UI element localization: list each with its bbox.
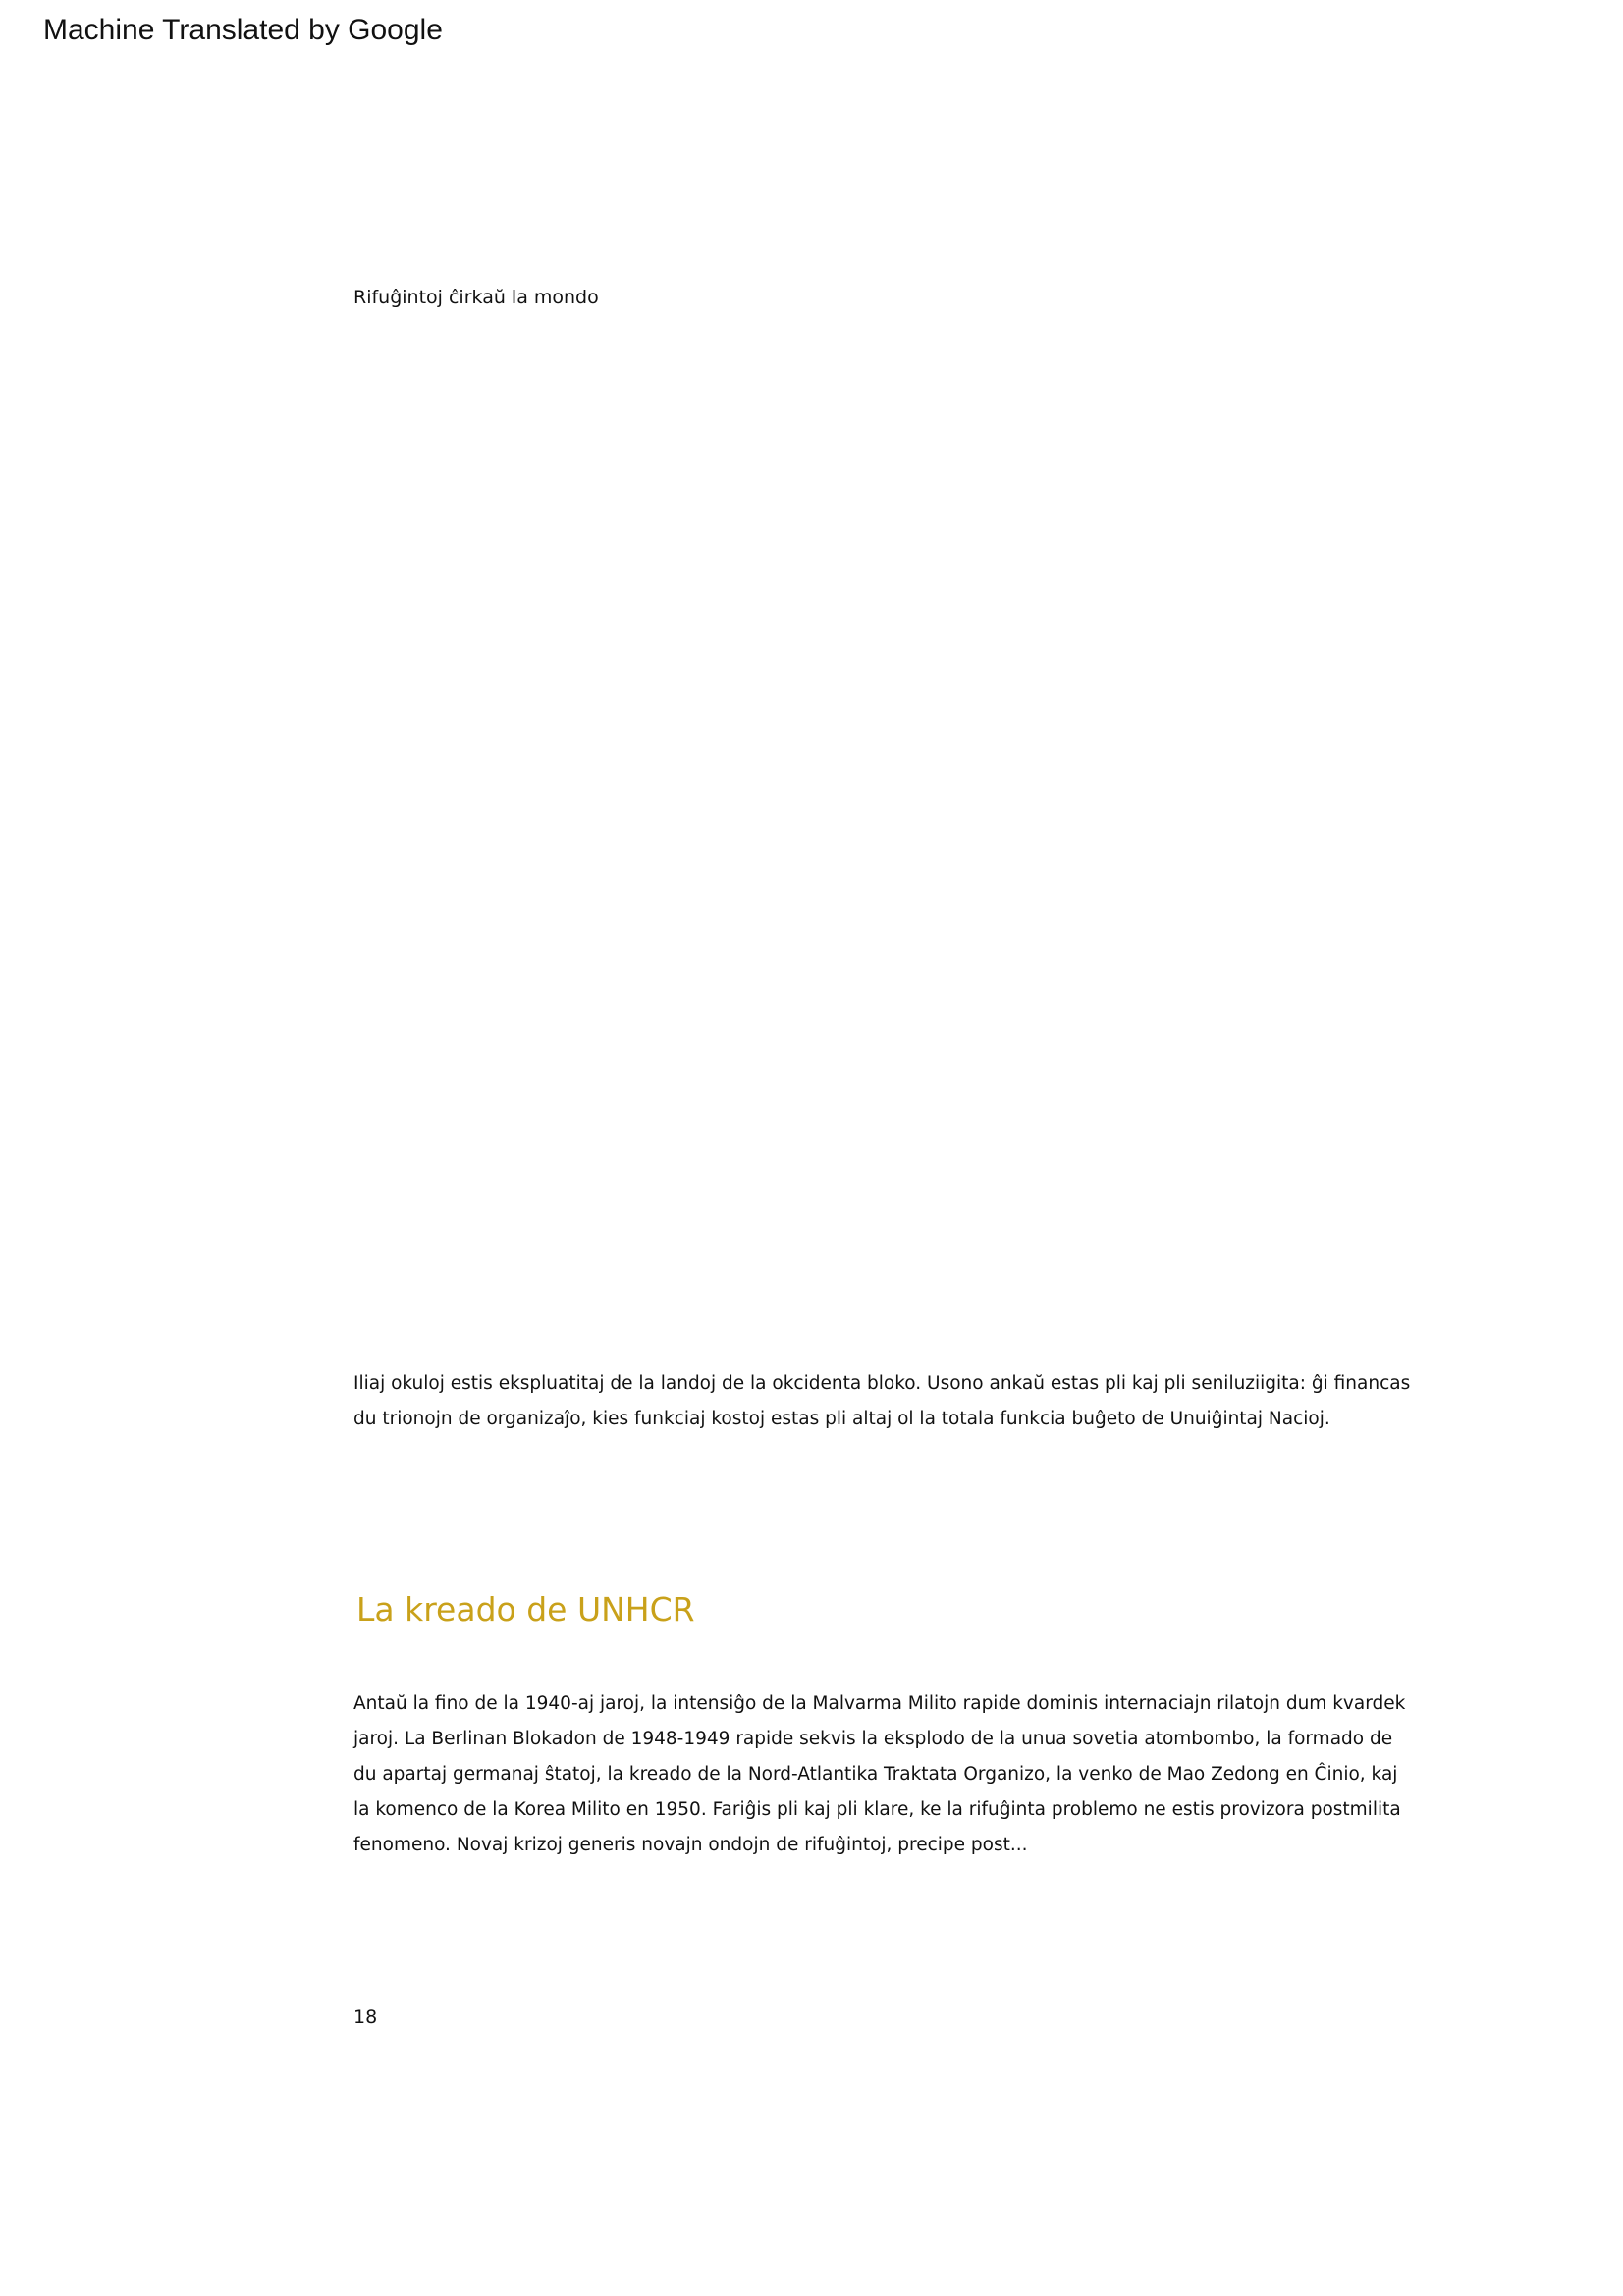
machine-translation-watermark: Machine Translated by Google: [43, 14, 443, 46]
paragraph-unhcr-creation: [353, 1686, 1406, 1863]
running-head: Rifuĝintoj ĉirkaŭ la mondo: [353, 287, 599, 308]
paragraph-line: Antaŭ la fino de la 1940-aj jaroj, la intensiĝo de la Malvarma Milito rapide dominis internaciajn rilatojn dum kvardek: [353, 1693, 1406, 1714]
page-number: 18: [353, 2006, 378, 2028]
paragraph-line: fenomeno. Novaj krizoj generis novajn ondojn de rifuĝintoj, precipe post...: [353, 1835, 1028, 1855]
paragraph-line: jaroj. La Berlinan Blokadon de 1948-1949 rapide sekvis la eksplodo de la unua sovetia atombombo, la formado de: [353, 1729, 1393, 1749]
paragraph-line: du apartaj germanaj ŝtatoj, la kreado de la Nord-Atlantika Traktata Organizo, la venko de Mao Zedong en Ĉinio, kaj: [353, 1764, 1398, 1785]
paragraph-line: du trionojn de organizaĵo, kies funkciaj kostoj estas pli altaj ol la totala funkcia buĝeto de Unuiĝintaj Nacioj.: [353, 1409, 1330, 1429]
section-heading: La kreado de UNHCR: [356, 1590, 695, 1629]
paragraph-intro: [353, 1366, 1411, 1437]
paragraph-line: Iliaj okuloj estis ekspluatitaj de la landoj de la okcidenta bloko. Usono ankaŭ estas pli kaj pli seniluziigita: ĝi financas: [353, 1373, 1411, 1394]
paragraph-line: la komenco de la Korea Milito en 1950. Fariĝis pli kaj pli klare, ke la rifuĝinta problemo ne estis provizora postmilita: [353, 1799, 1401, 1820]
